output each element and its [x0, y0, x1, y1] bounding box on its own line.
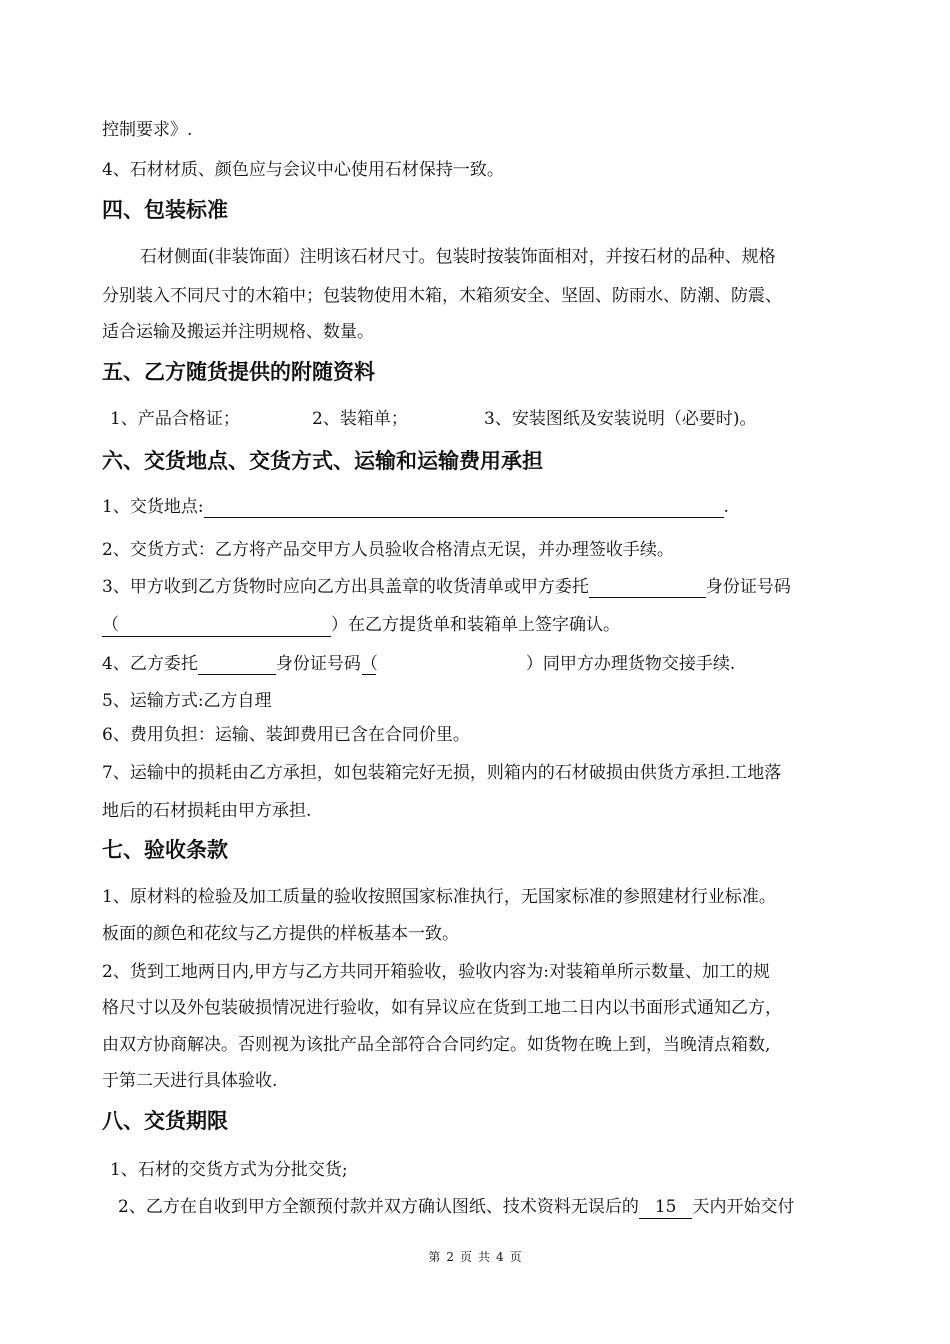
- text-line: 1、原材料的检验及加工质量的验收按照国家标准执行，无国家标准的参照建材行业标准。: [102, 887, 776, 907]
- text-fragment: 身份证号码（: [275, 654, 378, 674]
- text-line: [102, 653, 735, 675]
- text-line: [118, 1196, 794, 1219]
- list-item: 2、装箱单；: [312, 409, 408, 429]
- text-line: 控制要求》.: [102, 120, 193, 140]
- text-line: 于第二天进行具体验收.: [102, 1071, 278, 1091]
- page-footer: [0, 1249, 950, 1265]
- text-line: 由双方协商解决。否则视为该批产品全部符合合同约定。如货物在晚上到，当晚清点箱数,: [102, 1035, 771, 1055]
- section-heading-7: 七、验收条款: [102, 838, 228, 862]
- text-line: [102, 614, 620, 637]
- text-line: 地后的石材损耗由甲方承担.: [102, 801, 312, 821]
- list-item: 3、安装图纸及安装说明（必要时)。: [484, 409, 757, 429]
- consignee-name-blank[interactable]: [589, 577, 706, 598]
- text-fragment: 3、甲方收到乙方货物时应向乙方出具盖章的收货清单或甲方委托: [102, 577, 589, 597]
- text-fragment: 天内开始交付: [692, 1197, 795, 1217]
- text-line: 6、费用负担：运输、装卸费用已含在合同价里。: [102, 725, 470, 745]
- paragraph-line: 分别装入不同尺寸的木箱中；包装物使用木箱，木箱须安全、坚固、防雨水、防潮、防震、: [102, 286, 782, 306]
- text-line: 7、运输中的损耗由乙方承担，如包装箱完好无损，则箱内的石材破损由供货方承担.工地落: [102, 763, 782, 783]
- footer-total-word: 共: [478, 1250, 491, 1264]
- punctuation: .: [723, 497, 729, 517]
- footer-prefix: 第: [428, 1250, 441, 1264]
- text-fragment: 4、乙方委托: [102, 654, 198, 674]
- section-heading-5: 五、乙方随货提供的附随资料: [102, 360, 375, 384]
- text-fragment: 身份证号码: [705, 577, 791, 597]
- text-line: 2、交货方式：乙方将产品交甲方人员验收合格清点无误，并办理签收手续。: [102, 540, 674, 560]
- text-line: 格尺寸以及外包装破损情况进行验收，如有异议应在货到工地二日内以书面形式通知乙方，: [102, 998, 782, 1018]
- text-line: 板面的颜色和花纹与乙方提供的样板基本一致。: [102, 924, 459, 944]
- paragraph-line: 适合运输及搬运并注明规格、数量。: [102, 322, 374, 342]
- footer-suffix: 页: [509, 1250, 522, 1264]
- text-line: [102, 576, 791, 598]
- paragraph-line: 石材侧面(非装饰面）注明该石材尺寸。包装时按装饰面相对，并按石材的品种、规格: [140, 247, 776, 267]
- section-heading-4: 四、包装标准: [102, 198, 228, 222]
- delivery-days-field[interactable]: 15: [639, 1196, 693, 1219]
- delivery-location-line: [102, 496, 729, 518]
- text-line: 4、石材材质、颜色应与会议中心使用石材保持一致。: [102, 160, 504, 180]
- text-line: 1、石材的交货方式为分批交货;: [110, 1160, 348, 1180]
- text-line: 2、货到工地两日内,甲方与乙方共同开箱验收，验收内容为:对装箱单所示数量、加工的规: [102, 962, 770, 982]
- text-fragment: ）同甲方办理货物交接手续.: [525, 654, 736, 674]
- id-number-blank[interactable]: [102, 614, 331, 637]
- bracket: （: [102, 615, 119, 635]
- field-label: 1、交货地点:: [102, 497, 204, 517]
- page-total: 4: [496, 1250, 504, 1264]
- text-fragment: ）在乙方提货单和装箱单上签字确认。: [331, 615, 620, 635]
- text-line: 5、运输方式:乙方自理: [102, 691, 272, 711]
- footer-page-word: 页: [459, 1250, 472, 1264]
- underline-mark: [362, 654, 376, 675]
- agent-name-blank[interactable]: [198, 654, 276, 675]
- text-fragment: 2、乙方在自收到甲方全额预付款并双方确认图纸、技术资料无误后的: [118, 1197, 639, 1217]
- page-number: 2: [446, 1250, 454, 1264]
- list-item: 1、产品合格证；: [110, 409, 240, 429]
- section-heading-6: 六、交货地点、交货方式、运输和运输费用承担: [102, 449, 543, 473]
- section-heading-8: 八、交货期限: [102, 1109, 228, 1133]
- delivery-location-blank[interactable]: [204, 497, 724, 518]
